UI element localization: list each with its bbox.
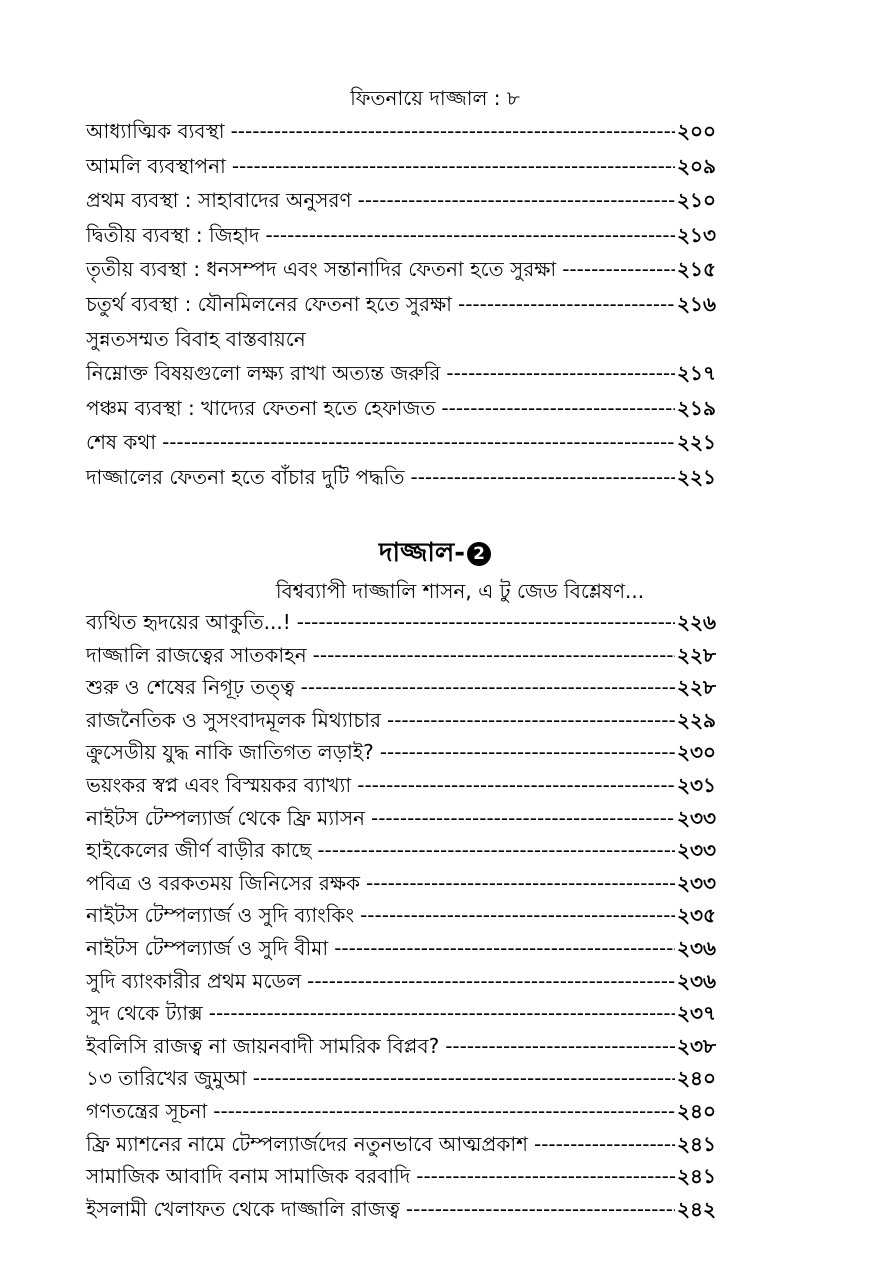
dot-leader [213, 1099, 675, 1123]
dot-leader [253, 1066, 675, 1090]
toc-entry [86, 1162, 716, 1195]
dot-leader [317, 838, 675, 862]
toc-entry-page: ২৪১ [677, 1131, 716, 1156]
dot-leader [371, 806, 675, 830]
toc-entry [86, 221, 716, 256]
toc-entry-title: নাইটস টেম্পল্যার্জ থেকে ফ্রি ম্যাসন [86, 805, 365, 830]
toc-entry-page: ২০৯ [677, 153, 716, 178]
dot-leader [265, 223, 675, 247]
section-title-text: দাজ্জাল- [378, 538, 466, 568]
toc-entry-title: ইবলিসি রাজত্ব না জায়নবাদী সামরিক বিপ্লব? [86, 1033, 440, 1058]
dot-leader [445, 1034, 675, 1058]
dot-leader [334, 936, 675, 960]
toc-entry-title: রাজনৈতিক ও সুসংবাদমূলক মিথ্যাচার [86, 707, 381, 732]
toc-entry [86, 673, 716, 706]
toc-entry [86, 1064, 716, 1097]
toc-entry [86, 1032, 716, 1065]
dot-leader [410, 465, 675, 489]
toc-entry-page: ২৩৩ [676, 870, 716, 895]
dot-leader [458, 292, 675, 316]
toc-entry-title: পঞ্চম ব্যবস্থা : খাদ্যের ফেতনা হতে হেফাজত [86, 395, 436, 420]
toc-entry-title: সুদি ব্যাংকারীর প্রথম মডেল [86, 968, 302, 993]
toc-entry-page: ২২১ [677, 464, 716, 489]
toc-entry-title: শেষ কথা [86, 430, 157, 455]
dot-leader [162, 430, 675, 454]
toc-entry-title: তৃতীয় ব্যবস্থা : ধনসম্পদ এবং সন্তানাদির ফেতনা হতে সুরক্ষা [86, 257, 557, 282]
toc-entry-page: ২২৯ [677, 707, 716, 732]
toc-entry [86, 394, 716, 429]
toc-entry [86, 641, 716, 674]
toc-entry-title: ব্যথিত হৃদয়ের আকুতি...! [86, 610, 291, 634]
toc-entry-page: ২৩৫ [677, 903, 716, 928]
dot-leader [441, 396, 675, 420]
dot-leader [366, 871, 675, 895]
toc-entry [86, 1130, 716, 1163]
toc-entry [86, 771, 716, 804]
toc-entry [86, 836, 716, 869]
toc-entry-page: ২০০ [676, 119, 716, 143]
toc-entry [86, 901, 716, 934]
toc-entry-page: ২১৯ [677, 395, 716, 420]
toc-entry-title: নিম্নোক্ত বিষয়গুলো লক্ষ্য রাখা অত্যন্ত জরুরি [86, 361, 441, 386]
number-two-badge-icon: 2 [467, 542, 491, 566]
toc-entry-page: ২২৬ [676, 610, 716, 634]
dot-leader [313, 643, 675, 667]
toc-entry-title: শুরু ও শেষের নিগূঢ় তত্ত্ব [86, 675, 295, 700]
toc-entry-title: চতুর্থ ব্যবস্থা : যৌনমিলনের ফেতনা হতে সুরক্ষা [86, 291, 452, 316]
toc-entry [86, 428, 716, 463]
toc-entry-title: ১৩ তারিখের জুমুআ [86, 1066, 247, 1091]
dot-leader [232, 154, 675, 178]
toc-entry-title: নাইটস টেম্পল্যার্জ ও সুদি ব্যাংকিং [86, 903, 355, 928]
dot-leader [446, 361, 675, 385]
toc-entry-title: আধ্যাত্মিক ব্যবস্থা [86, 119, 225, 143]
toc-entry-page: ২১৫ [677, 257, 716, 282]
dot-leader [209, 1001, 675, 1025]
toc-part-1 [86, 117, 716, 498]
toc-entry [86, 1097, 716, 1130]
dot-leader [534, 1132, 675, 1156]
dot-leader [297, 610, 675, 634]
toc-entry-page: ২৩১ [677, 772, 716, 797]
toc-entry [86, 934, 716, 967]
toc-entry-title: পবিত্র ও বরকতময় জিনিসের রক্ষক [86, 870, 361, 895]
toc-entry-page: ২২১ [677, 430, 716, 455]
toc-entry-page: ২৩৩ [676, 805, 716, 830]
dot-leader [231, 119, 675, 143]
dot-leader [357, 773, 675, 797]
toc-entry-page: ২১৬ [677, 291, 716, 316]
dot-leader [380, 740, 675, 764]
dot-leader [562, 257, 675, 281]
toc-entry-page: ২৩৩ [676, 838, 716, 863]
toc-entry-title: সামাজিক আবাদি বনাম সামাজিক বরবাদি [86, 1164, 411, 1189]
dot-leader [301, 675, 675, 699]
toc-entry-title: সুন্নতসম্মত বিবাহ বাস্তবায়নে [86, 326, 306, 351]
toc-entry-title: সুদ থেকে ট্যাক্স [86, 1001, 203, 1026]
toc-entry [86, 255, 716, 290]
toc-entry-title: নাইটস টেম্পল্যার্জ ও সুদি বীমা [86, 935, 329, 960]
toc-entry-page: ২২৮ [677, 642, 716, 667]
toc-entry-page: ২৪১ [677, 1164, 716, 1189]
toc-entry-page: ২৪২ [677, 1196, 716, 1221]
toc-entry-title: হাইকেলের জীর্ণ বাড়ীর কাছে [86, 838, 312, 863]
section-title [0, 536, 870, 570]
toc-entry-page: ২৩৭ [676, 1001, 716, 1026]
toc-entry-title: প্রথম ব্যবস্থা : সাহাবাদের অনুসরণ [86, 188, 352, 213]
section-subtitle: বিশ্বব্যাপী দাজ্জালি শাসন, এ টু জেড বিশ্লেষণ... [275, 579, 645, 603]
toc-entry-continuation [86, 325, 716, 360]
toc-entry-page: ২১০ [677, 188, 716, 213]
toc-entry-title: ফ্রি ম্যাশনের নামে টেম্পল্যার্জদের নতুনভাবে আত্মপ্রকাশ [86, 1131, 528, 1156]
toc-entry-page: ২৪০ [677, 1066, 716, 1091]
toc-entry [86, 359, 716, 394]
toc-entry [86, 967, 716, 1000]
toc-entry [86, 290, 716, 325]
toc-entry-page: ২৩৬ [676, 968, 716, 993]
page-header: ফিতনায়ে দাজ্জাল : ৮ [350, 86, 520, 110]
toc-entry [86, 869, 716, 902]
toc-entry-title: গণতন্ত্রের সূচনা [86, 1098, 208, 1123]
toc-entry-page: ২১৩ [677, 222, 716, 247]
toc-entry [86, 152, 716, 187]
dot-leader [360, 903, 675, 927]
toc-entry [86, 999, 716, 1032]
toc-entry [86, 608, 716, 641]
toc-entry [86, 738, 716, 771]
toc-entry [86, 463, 716, 498]
toc-entry-title: দ্বিতীয় ব্যবস্থা : জিহাদ [86, 222, 260, 247]
toc-entry [86, 117, 716, 152]
toc-part-2 [86, 608, 716, 1227]
dot-leader [416, 1164, 675, 1188]
toc-entry-title: দাজ্জালের ফেতনা হতে বাঁচার দুটি পদ্ধতি [86, 464, 405, 489]
toc-entry-page: ২৩০ [676, 740, 716, 765]
toc-entry-page: ২৩৬ [676, 935, 716, 960]
toc-entry-title: আমলি ব্যবস্থাপনা [86, 153, 226, 178]
toc-entry-title: ভয়ংকর স্বপ্ন এবং বিস্ময়কর ব্যাখ্যা [86, 772, 352, 797]
toc-entry-page: ২৪০ [677, 1098, 716, 1123]
toc-entry-title: দাজ্জালি রাজত্বের সাতকাহন [86, 642, 307, 667]
toc-entry [86, 804, 716, 837]
dot-leader [358, 188, 675, 212]
toc-entry [86, 1195, 716, 1228]
toc-entry-page: ২৩৮ [677, 1033, 716, 1058]
toc-entry-page: ২১৭ [677, 361, 716, 386]
toc-entry [86, 706, 716, 739]
toc-entry-page: ২২৮ [677, 675, 716, 700]
toc-entry [86, 186, 716, 221]
dot-leader [406, 1197, 675, 1221]
toc-entry-title: ইসলামী খেলাফত থেকে দাজ্জালি রাজত্ব [86, 1196, 400, 1221]
toc-entry-title: ক্রুসেডীয় যুদ্ধ নাকি জাতিগত লড়াই? [86, 740, 374, 765]
dot-leader [387, 708, 675, 732]
dot-leader [307, 969, 675, 993]
